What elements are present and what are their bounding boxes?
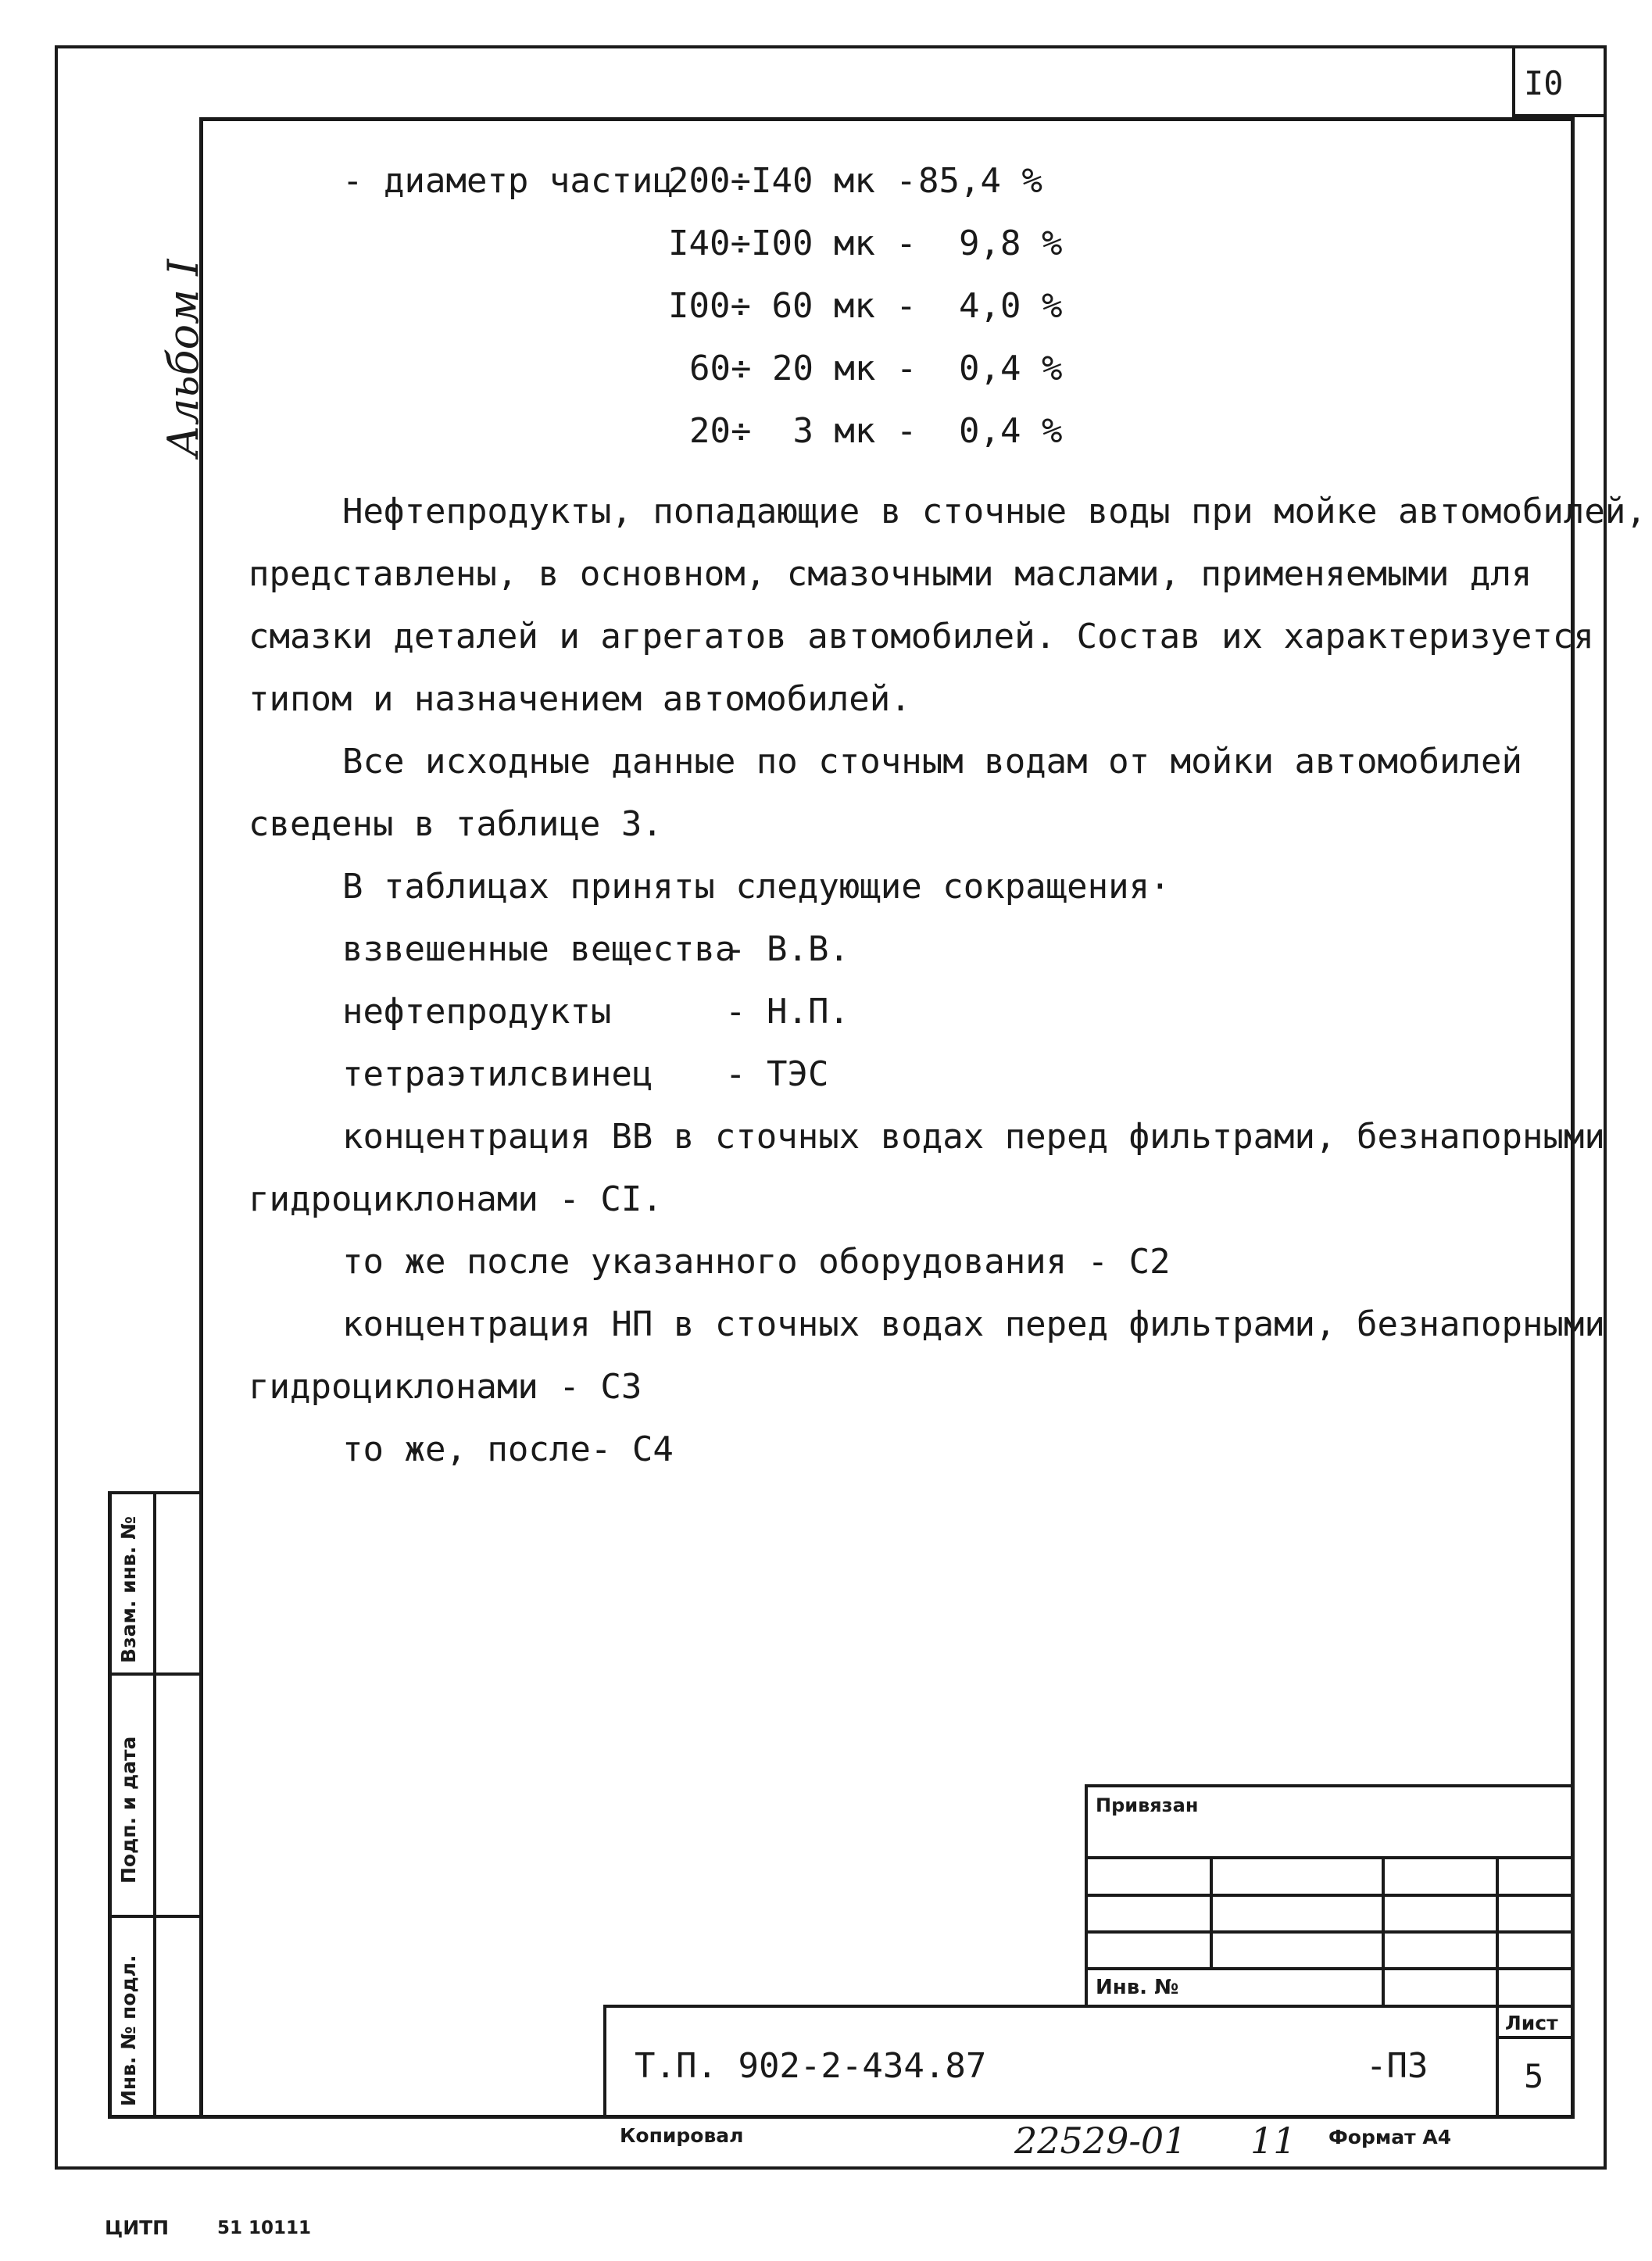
particle-percent: 4,0 % xyxy=(959,286,1063,326)
inv-no-label: Инв. № xyxy=(1096,1976,1179,1999)
abbrev-term: нефтепродукты xyxy=(342,992,612,1032)
body-line: гидроциклонами - СI. xyxy=(249,1179,663,1219)
list-box-divider xyxy=(1496,2036,1575,2039)
body-line: концентрация НП в сточных водах перед фильтрами, безнапорными xyxy=(342,1304,1605,1344)
tb-row-3 xyxy=(1085,1930,1575,1934)
citp-label: ЦИТП xyxy=(105,2216,170,2239)
particle-range: 200÷I40 мк - xyxy=(668,161,917,201)
body-line: представлены, в основном, смазочными маслами, применяемыми для xyxy=(249,554,1532,594)
frame-top xyxy=(202,117,1574,121)
particles-intro: - диаметр частиц xyxy=(342,161,674,201)
body-line: типом и назначением автомобилей. xyxy=(249,679,911,719)
abbrev-term: тетраэтилсвинец xyxy=(342,1054,653,1094)
body-line: то же после указанного оборудования - С2 xyxy=(342,1242,1171,1282)
body-line: то же, после- С4 xyxy=(342,1429,674,1469)
doc-code: Т.П. 902-2-434.87 xyxy=(635,2046,987,2086)
body-line: смазки деталей и агрегатов автомобилей. Состав их характеризуется xyxy=(249,617,1594,656)
tb-top xyxy=(1085,1784,1575,1787)
album-label: Альбом I xyxy=(159,259,208,457)
particle-range: 20÷ 3 мк - xyxy=(689,411,917,451)
stamp-top xyxy=(108,1491,203,1494)
particle-percent: 9,8 % xyxy=(959,224,1063,263)
abbrev-intro: В таблицах приняты следующие сокращения· xyxy=(342,867,1171,907)
body-line: гидроциклонами - С3 xyxy=(249,1367,642,1407)
stamp-vzam-label: Взам. инв. № xyxy=(117,1516,140,1663)
stamp-div-2 xyxy=(108,1915,203,1918)
kopiroval-label: Копировал xyxy=(620,2124,744,2147)
particle-percent: 85,4 % xyxy=(918,161,1042,201)
tb-col-1 xyxy=(1210,1856,1213,1967)
privyazan-label: Привязан xyxy=(1096,1794,1199,1816)
particle-range: I40÷I00 мк - xyxy=(668,224,917,263)
list-label: Лист xyxy=(1505,2012,1558,2034)
abbrev-value: - Н.П. xyxy=(725,992,849,1032)
frame-bottom xyxy=(109,2115,1575,2119)
stamp-div-1 xyxy=(108,1672,203,1676)
stamp-podp-label: Подп. и дата xyxy=(117,1736,140,1884)
format-label: Формат А4 xyxy=(1328,2126,1452,2148)
particle-percent: 0,4 % xyxy=(959,349,1063,388)
stamp-box-top xyxy=(603,2005,1575,2008)
citp-code: 51 10111 xyxy=(217,2218,312,2238)
list-value: 5 xyxy=(1524,2057,1544,2095)
body-line: сведены в таблице 3. xyxy=(249,804,663,844)
abbrev-value: - В.В. xyxy=(725,929,849,969)
page-number: I0 xyxy=(1524,64,1564,102)
tb-row-4 xyxy=(1085,1967,1575,1970)
abbrev-value: - ТЭС xyxy=(725,1054,829,1094)
body-line: Нефтепродукты, попадающие в сточные воды при мойке автомобилей, xyxy=(342,492,1647,531)
order-number: 22529-01 xyxy=(1014,2120,1187,2162)
stamp-box-left xyxy=(603,2005,606,2119)
body-line: концентрация ВВ в сточных водах перед фильтрами, безнапорными xyxy=(342,1117,1605,1157)
stamp-left-edge xyxy=(108,1491,112,2119)
body-line: Все исходные данные по сточным водам от мойки автомобилей xyxy=(342,742,1522,782)
tb-row-2 xyxy=(1085,1894,1575,1897)
doc-suffix: -ПЗ xyxy=(1366,2046,1429,2086)
tb-row-1 xyxy=(1085,1856,1575,1859)
abbrev-term: взвешенные вещества xyxy=(342,929,736,969)
stamp-inv-label: Инв. № подл. xyxy=(117,1955,140,2106)
particle-range: 60÷ 20 мк - xyxy=(689,349,917,388)
particle-percent: 0,4 % xyxy=(959,411,1063,451)
particle-range: I00÷ 60 мк - xyxy=(668,286,917,326)
list-box-left xyxy=(1496,2005,1499,2119)
tb-col-3 xyxy=(1496,1856,1499,2007)
stamp-mid-edge xyxy=(153,1491,156,2119)
copy-number: 11 xyxy=(1250,2120,1296,2162)
tb-col-2 xyxy=(1382,1856,1385,2007)
